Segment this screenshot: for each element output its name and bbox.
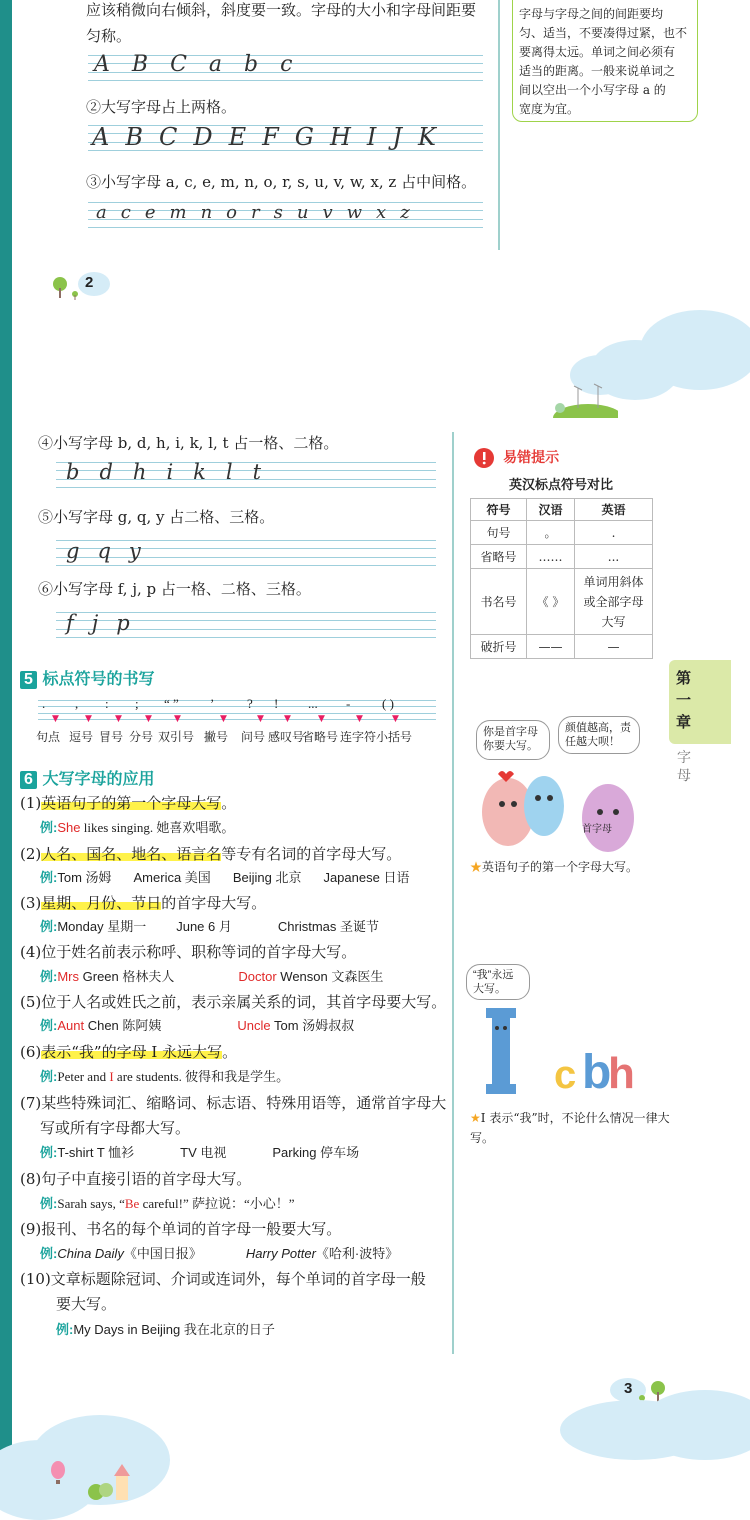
rule-6: (6)表示“我”的字母 I 永远大写。 [20, 1043, 238, 1061]
capital-letter-illustration [470, 712, 650, 852]
letter-i-cartoon-image [478, 1004, 648, 1100]
punctuation-label: 双引号 [158, 730, 195, 744]
handwritten-letter: r [251, 202, 260, 223]
handwritten-letter: k [193, 460, 206, 484]
handwritten-letter: y [128, 539, 141, 563]
handwriting-line-4 [56, 462, 436, 488]
rule-1: (1)英语句子的第一个字母大写。 [20, 794, 237, 812]
handwriting-line-3 [88, 202, 483, 228]
chapter-tab [669, 660, 731, 744]
handwriting-line-2 [88, 125, 483, 151]
page-border-left [0, 0, 12, 1500]
handwritten-letter: B [131, 52, 149, 77]
svg-text:c: c [554, 1053, 577, 1097]
handwritten-letter: c [120, 202, 131, 223]
handwritten-letter: b [244, 52, 259, 77]
example-10: 例:My Days in Beijing 我在北京的日子 [56, 1322, 275, 1337]
cloud [640, 310, 750, 390]
speech-bubble-1: 你是首字母你要大写。 [476, 720, 550, 760]
punctuation-mark: - [346, 696, 351, 711]
arrow-down-icon: ▼ [318, 714, 325, 724]
chapter-subtitle: 字 母 [677, 749, 691, 783]
bottom-divider [452, 432, 454, 1354]
top-item-3: ③小写字母 a, c, e, m, n, o, r, s, u, v, w, x, z 占中间格。 [86, 173, 477, 191]
arrow-down-icon: ▼ [257, 714, 264, 724]
punctuation-mark: ? [247, 696, 253, 711]
arrow-down-icon: ▼ [145, 714, 152, 724]
handwritten-letter: i [166, 460, 174, 484]
top-divider [498, 0, 500, 250]
tip-heading: 易错提示 [472, 445, 559, 469]
page-number-3: 3 [608, 1376, 670, 1410]
handwritten-letter: p [116, 611, 130, 635]
handwritten-letter: q [97, 539, 111, 563]
star-icon: ★ [470, 860, 483, 874]
arrow-down-icon: ▼ [115, 714, 122, 724]
section-6-title: 大写字母的应用 [42, 771, 155, 788]
handwritten-letter: D [193, 123, 213, 151]
handwritten-letter: H [329, 123, 351, 151]
table-row: 句号 。 . [471, 521, 653, 545]
punctuation-mark: ’ [210, 696, 215, 711]
handwritten-letter: C [170, 52, 187, 77]
note-line: 要离得太远。单词之间必须有 [519, 45, 676, 59]
arrow-down-icon: ▼ [284, 714, 291, 724]
punctuation-mark: : [105, 696, 109, 711]
handwritten-letter: u [296, 202, 309, 223]
item-5: ⑤小写字母 g, q, y 占二格、三格。 [38, 508, 275, 526]
arrow-down-icon: ▼ [356, 714, 363, 724]
note-line: 匀、适当，不要凑得过紧，也不 [519, 26, 688, 40]
note-line: 间以空出一个小写字母 a 的 [519, 83, 666, 97]
note-line: 宽度为宜。 [519, 102, 580, 116]
handwritten-letter: e [144, 202, 156, 223]
punctuation-mark: ... [308, 696, 318, 711]
punctuation-compare-table [470, 498, 653, 659]
example-3: 例:Monday 星期一 June 6 月 Christmas 圣诞节 [40, 919, 379, 934]
handwritten-letter: z [400, 202, 410, 223]
rule-2: (2)人名、国名、地名、语言名等专有名词的首字母大写。 [20, 845, 402, 863]
warning-icon [472, 445, 498, 469]
section-6-heading [20, 766, 155, 789]
handwritten-letter: a [96, 202, 107, 223]
punctuation-label: 句点 [36, 730, 61, 744]
punctuation-mark: “ ” [164, 696, 179, 711]
handwritten-letter: a [208, 52, 223, 77]
table-row: 书名号 《 》 单词用斜体或全部字母大写 [471, 569, 653, 635]
section-5-number: 5 [20, 671, 37, 689]
handwritten-letter: m [169, 202, 187, 223]
punctuation-label: 省略号 [302, 730, 339, 744]
punctuation-label: 逗号 [69, 730, 94, 744]
note-line: 适当的距离。一般来说单词之 [519, 64, 676, 78]
punctuation-mark: ! [274, 696, 279, 711]
handwritten-letter: v [322, 202, 333, 223]
example-4: 例:Mrs Green 格林夫人 Doctor Wenson 文森医生 [40, 969, 384, 984]
svg-text:h: h [608, 1049, 635, 1098]
punctuation-label: 冒号 [99, 730, 124, 744]
handwritten-letter: F [262, 123, 279, 151]
example-8: 例:Sarah says, “Be careful!” 萨拉说：“小心！” [40, 1196, 295, 1211]
chapter-label: 第 一 章 [676, 670, 692, 731]
handwritten-letter: E [228, 123, 247, 151]
handwritten-letter: h [132, 460, 147, 484]
handwritten-letter: b [66, 460, 80, 484]
top-para: 应该稍微向右倾斜，斜度要一致。字母的大小和字母间距要 匀称。 [86, 1, 477, 45]
handwritten-letter: A [94, 52, 110, 77]
punctuation-label: 连字符 [340, 730, 377, 744]
handwritten-letter: n [200, 202, 213, 223]
example-9: 例:China Daily《中国日报》 Harry Potter《哈利·波特》 [40, 1246, 399, 1261]
svg-text:b: b [582, 1046, 612, 1099]
example-5: 例:Aunt Chen 陈阿姨 Uncle Tom 汤姆叔叔 [40, 1018, 355, 1033]
punctuation-label: 分号 [129, 730, 154, 744]
handwritten-letter: c [280, 52, 293, 77]
item-6: ⑥小写字母 f, j, p 占一格、二格、三格。 [38, 580, 311, 598]
example-6: 例:Peter and I are students. 彼得和我是学生。 [40, 1069, 290, 1084]
table-header-row: 符号 汉语 英语 [471, 499, 653, 521]
page-number-2: 2 [50, 272, 110, 306]
section-6-number: 6 [20, 771, 37, 789]
handwritten-letter: f [66, 611, 74, 635]
punctuation-label: 撇号 [204, 730, 229, 744]
punctuation-mark: ; [135, 696, 139, 711]
handwritten-letter: t [252, 460, 262, 484]
handwritten-letter: x [376, 202, 387, 223]
punctuation-label: 问号 [241, 730, 266, 744]
rule-5: (5)位于人名或姓氏之前，表示亲属关系的词，其首字母要大写。 [20, 993, 447, 1011]
note-line: 字母与字母之间的间距要均 [519, 7, 664, 21]
speech-bubble-3: “我”永远大写。 [466, 964, 530, 1000]
handwritten-letter: G [294, 123, 314, 151]
handwritten-letter: s [273, 202, 283, 223]
arrow-down-icon: ▼ [52, 714, 59, 724]
handwriting-line-5 [56, 540, 436, 566]
rule-10: (10)文章标题除冠词、介词或连词外，每个单词的首字母一般 要大写。 [20, 1270, 426, 1313]
character-label: 首字母 [582, 824, 612, 835]
top-note-box [512, 0, 698, 122]
example-2: 例:Tom 汤姆 America 美国 Beijing 北京 Japanese 日语 [40, 870, 410, 885]
handwritten-letter: w [346, 202, 363, 223]
star-icon: ★ [470, 1111, 481, 1125]
tip-subtitle: 英汉标点符号对比 [508, 477, 613, 492]
handwriting-line-6 [56, 612, 436, 638]
arrow-down-icon: ▼ [392, 714, 399, 724]
windmill-hill-icon [548, 378, 618, 418]
handwritten-letter: o [226, 202, 237, 223]
punctuation-mark: ( ) [382, 696, 394, 711]
arrow-down-icon: ▼ [85, 714, 92, 724]
handwriting-line-1 [88, 52, 483, 81]
tree-icon [50, 272, 110, 302]
handwritten-letter: j [91, 611, 99, 635]
rule-8: (8)句子中直接引语的首字母大写。 [20, 1170, 252, 1188]
caption-2: ★I 表示“我”时，不论什么情况一律大写。 [470, 1111, 670, 1145]
speech-bubble-2: 颜值越高，责任越大呗！ [558, 716, 640, 754]
caption-1: ★英语句子的第一个字母大写。 [470, 860, 639, 874]
punctuation-mark: , [75, 696, 79, 711]
cartoon-characters-image [480, 758, 650, 854]
handwritten-letter: A [92, 123, 110, 151]
handwritten-letter: J [392, 123, 403, 151]
handwritten-letter: d [99, 460, 113, 484]
section-5-heading [20, 666, 155, 689]
example-7: 例:T-shirt T 恤衫 TV 电视 Parking 停车场 [40, 1145, 360, 1160]
arrow-down-icon: ▼ [220, 714, 227, 724]
rule-3: (3)星期、月份、节日的首字母大写。 [20, 894, 267, 912]
table-row: 省略号 …… ... [471, 545, 653, 569]
handwritten-letter: C [158, 123, 178, 151]
handwritten-letter: l [225, 460, 233, 484]
punctuation-label: 小括号 [376, 730, 413, 744]
table-row: 破折号 —— — [471, 635, 653, 659]
handwritten-letter: B [125, 123, 143, 151]
rule-7: (7)某些特殊词汇、缩略词、标志语、特殊用语等，通常首字母大 写或所有字母都大写。 [20, 1094, 447, 1137]
handwritten-letter: K [418, 123, 436, 151]
rule-9: (9)报刊、书名的每个单词的首字母一般要大写。 [20, 1220, 342, 1238]
handwritten-letter: g [66, 539, 80, 563]
letter-i-illustration [462, 960, 642, 1100]
item-4: ④小写字母 b, d, h, i, k, l, t 占一格、二格。 [38, 434, 339, 452]
rule-4: (4)位于姓名前表示称呼、职称等词的首字母大写。 [20, 943, 357, 961]
top-item-2: ②大写字母占上两格。 [86, 98, 237, 116]
punctuation-mark: . [42, 696, 46, 711]
punctuation-row [36, 696, 438, 748]
arrow-down-icon: ▼ [174, 714, 181, 724]
punctuation-label: 感叹号 [268, 730, 305, 744]
section-5-title: 标点符号的书写 [42, 671, 155, 688]
balloon-castle-icon [46, 1460, 146, 1500]
handwritten-letter: I [366, 123, 377, 151]
example-1: 例:She likes singing. 她喜欢唱歌。 [40, 820, 235, 835]
